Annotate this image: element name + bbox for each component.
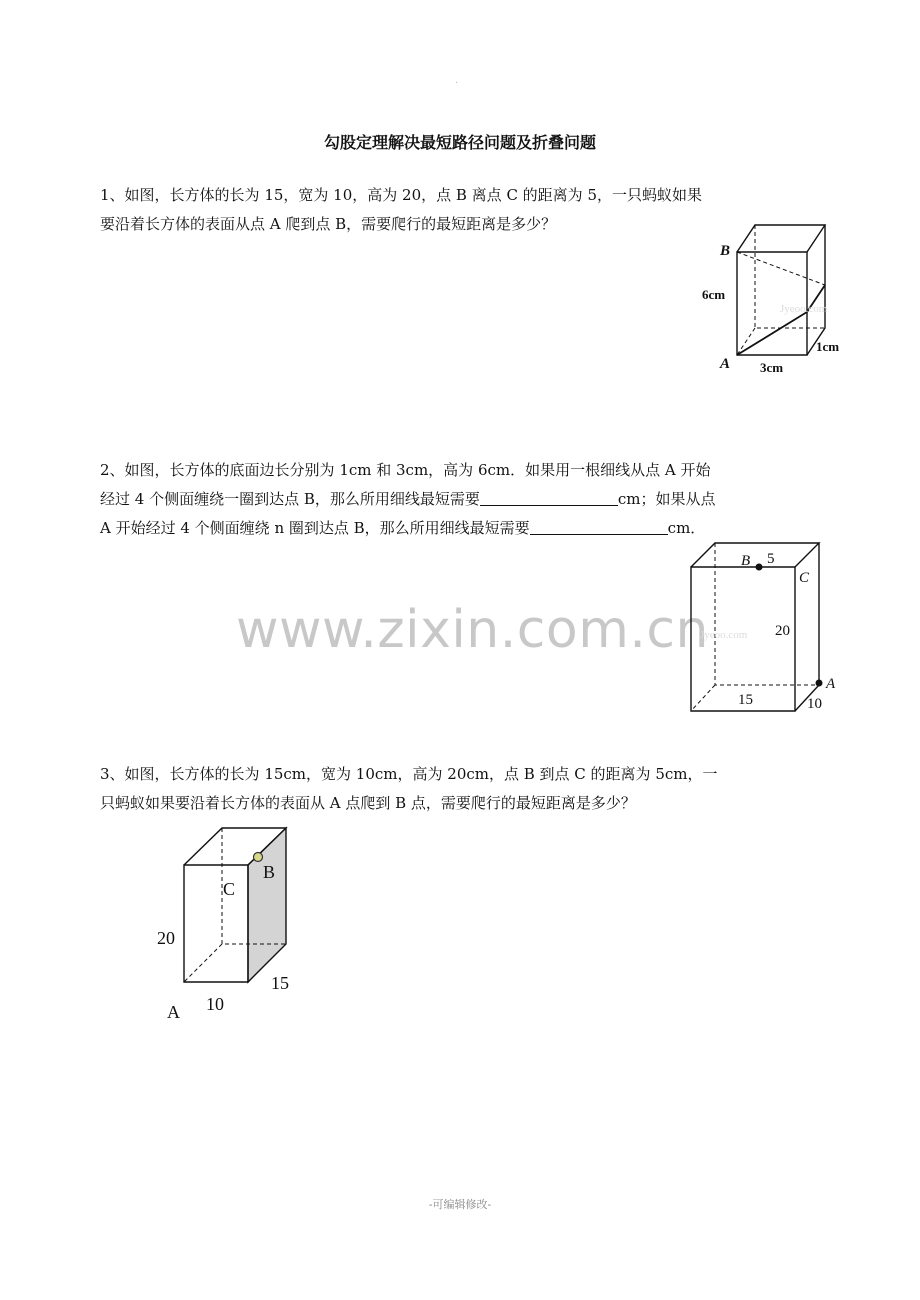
watermark: www.zixin.com.cn (236, 600, 709, 660)
q3-label-15: 15 (271, 973, 289, 993)
question-2-line-2-end: cm；如果从点 (617, 490, 716, 508)
q2-label-10: 10 (807, 696, 822, 712)
q1-dashed-path (737, 252, 825, 285)
question-1-line-2: 要沿着长方体的表面从点 A 爬到点 B，需要爬行的最短距离是多少？ (100, 215, 557, 233)
page-top-mark: · (455, 78, 459, 89)
question-1-line-1: 1、如图，长方体的长为 15，宽为 10，高为 20，点 B 离点 C 的距离为 5，一只蚂蚁如果 (100, 186, 702, 204)
q2-label-c: C (799, 570, 810, 586)
question-3-text (100, 760, 835, 818)
q2-label-20: 20 (775, 623, 790, 639)
q3-label-10: 10 (206, 994, 224, 1014)
q2-label-15: 15 (738, 692, 753, 708)
q3-label-a: A (167, 1002, 180, 1020)
q2-label-a: A (826, 676, 836, 692)
question-1-figure (700, 215, 860, 385)
question-2-line-2-start: 经过 4 个侧面缠绕一圈到达点 B，那么所用细线最短需要 (100, 490, 480, 508)
question-2-line-1: 2、如图，长方体的底面边长分别为 1cm 和 3cm，高为 6cm．如果用一根细线从点 A 开始 (100, 461, 711, 479)
q1-label-width: 3cm (760, 360, 784, 375)
answer-blank-2[interactable] (530, 516, 668, 535)
q2-faint-mark: Jyeoo.com (700, 629, 748, 641)
q3-label-c: C (223, 879, 236, 899)
q3-box-front (184, 865, 248, 982)
question-2-text (100, 456, 835, 543)
answer-blank-1[interactable] (480, 487, 618, 506)
q3-shaded-side-face (248, 828, 286, 982)
q2-point-b (756, 564, 763, 571)
q1-box-top (737, 225, 825, 252)
question-2-line-3-end: cm． (667, 519, 706, 537)
q3-point-b (254, 853, 263, 862)
question-2-figure (680, 535, 845, 720)
q2-label-5: 5 (767, 551, 775, 567)
q1-label-b: B (720, 243, 731, 259)
q1-faint-mark: Jyeoo.com (780, 303, 828, 315)
question-3-line-1: 3、如图，长方体的长为 15cm，宽为 10cm，高为 20cm，点 B 到点 C 的距离为 5cm，一 (100, 765, 718, 783)
question-2-line-3-start: A 开始经过 4 个侧面缠绕 n 圈到达点 B，那么所用细线最短需要 (100, 519, 530, 537)
q2-box-top (691, 543, 819, 567)
q3-label-20: 20 (157, 928, 175, 948)
question-2-line-2 (100, 485, 835, 514)
q2-label-b: B (741, 553, 751, 569)
question-3-figure (150, 820, 310, 1020)
q2-point-a (816, 680, 823, 687)
q2-hidden-edges (691, 543, 819, 711)
q1-label-depth: 1cm (816, 339, 840, 354)
page-footer: -可编辑修改- (428, 1198, 492, 1211)
q3-label-b: B (263, 862, 276, 882)
question-3-line-2: 只蚂蚁如果要沿着长方体的表面从 A 点爬到 B 点，需要爬行的最短距离是多少？ (100, 794, 636, 812)
q1-solid-path (737, 285, 825, 355)
q2-box-right (795, 543, 819, 711)
page-title: 勾股定理解决最短路径问题及折叠问题 (323, 133, 596, 152)
q1-label-height: 6cm (702, 287, 726, 302)
q1-label-a: A (720, 356, 731, 372)
